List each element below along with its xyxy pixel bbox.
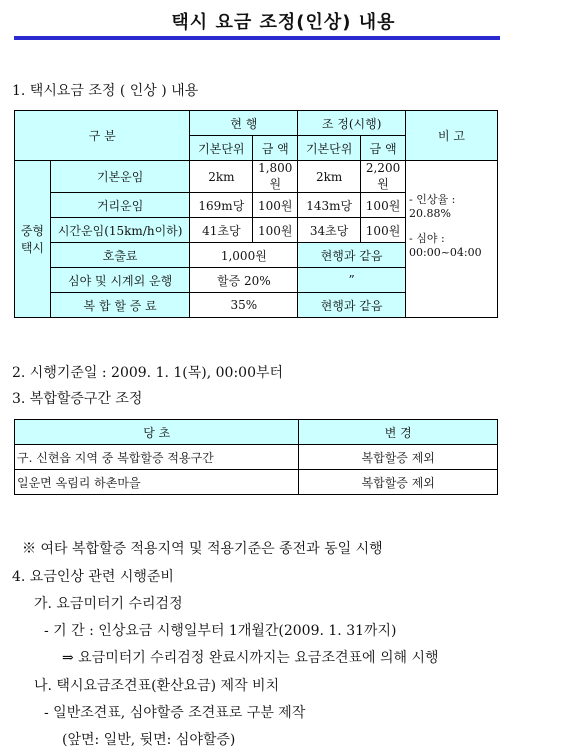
cell-value: 169m당	[190, 193, 253, 218]
cell-value: 1,000원	[190, 243, 298, 268]
cell-value: 현행과 같음	[298, 293, 406, 318]
original-cell: 구. 신현읍 지역 중 복합할증 적용구간	[15, 445, 299, 470]
cell-value: 2km	[190, 161, 253, 193]
row-label: 호출료	[50, 243, 190, 268]
row-label: 심야 및 시계외 운행	[50, 268, 190, 293]
row-label: 거리운임	[50, 193, 190, 218]
fare-table	[14, 110, 498, 318]
changed-cell: 복합할증 제외	[299, 470, 498, 495]
cell-value: 100원	[253, 193, 298, 218]
cell-value: 100원	[361, 193, 406, 218]
header-adjusted-amount: 금 액	[361, 136, 406, 161]
remarks-cell	[406, 161, 498, 318]
cell-value: 할증 20%	[190, 268, 298, 293]
cell-value: 41초당	[190, 218, 253, 243]
cell-value: 1,800원	[253, 161, 298, 193]
cell-value: 100원	[253, 218, 298, 243]
surcharge-table	[14, 419, 498, 495]
cell-value: 2,200원	[361, 161, 406, 193]
header-changed: 변 경	[299, 420, 498, 445]
section4-sub-a: 가. 요금미터기 수리검정	[34, 596, 183, 612]
section1-heading: 1. 택시요금 조정 ( 인상 ) 내용	[12, 83, 199, 99]
group-label-line1: 중형	[20, 224, 45, 238]
row-label: 복 합 할 증 료	[50, 293, 190, 318]
header-adjusted: 조 정(시행)	[298, 111, 406, 136]
header-current-unit: 기본단위	[190, 136, 253, 161]
cell-value: 143m당	[298, 193, 361, 218]
remark-night: - 심야 : 00:00~04:00	[409, 232, 482, 259]
header-current: 현 행	[190, 111, 298, 136]
group-label-line2: 택시	[20, 241, 45, 255]
group-label	[15, 161, 51, 318]
section3-heading: 3. 복합할증구간 조정	[12, 391, 143, 407]
cell-value: 2km	[298, 161, 361, 193]
remark-rate: - 인상율 : 20.88%	[409, 193, 456, 220]
header-original: 당 초	[15, 420, 299, 445]
note-text: ※ 여타 복합할증 적용지역 및 적용기준은 종전과 동일 시행	[22, 541, 383, 557]
cell-value: 34초당	[298, 218, 361, 243]
header-current-amount: 금 액	[253, 136, 298, 161]
row-label: 기본운임	[50, 161, 190, 193]
title-underline	[14, 36, 500, 40]
section4-sub-b: 나. 택시요금조견표(환산요금) 제작 비치	[34, 678, 280, 694]
header-adjusted-unit: 기본단위	[298, 136, 361, 161]
row-label: 시간운임(15km/h이하)	[50, 218, 190, 243]
front-back-text: (앞면: 일반, 뒷면: 심야할증)	[62, 732, 236, 748]
cell-value: 35%	[190, 293, 298, 318]
section4-heading: 4. 요금인상 관련 시행준비	[12, 569, 174, 585]
page-title: 택시 요금 조정(인상) 내용	[171, 12, 396, 33]
cell-value: 100원	[361, 218, 406, 243]
cell-value: ”	[298, 268, 406, 293]
header-category: 구 분	[15, 111, 190, 161]
period-text: - 기 간 : 인상요금 시행일부터 1개월간(2009. 1. 31까지)	[44, 623, 397, 639]
cell-value: 현행과 같음	[298, 243, 406, 268]
header-remarks: 비 고	[406, 111, 498, 161]
original-cell: 일운면 옥림리 하촌마을	[15, 470, 299, 495]
changed-cell: 복합할증 제외	[299, 445, 498, 470]
production-text: - 일반조견표, 심야할증 조견표로 구분 제작	[44, 705, 306, 721]
section2-text: 2. 시행기준일 : 2009. 1. 1(목), 00:00부터	[12, 365, 284, 381]
meter-check-text: ⇒ 요금미터기 수리검정 완료시까지는 요금조견표에 의해 시행	[62, 650, 439, 666]
